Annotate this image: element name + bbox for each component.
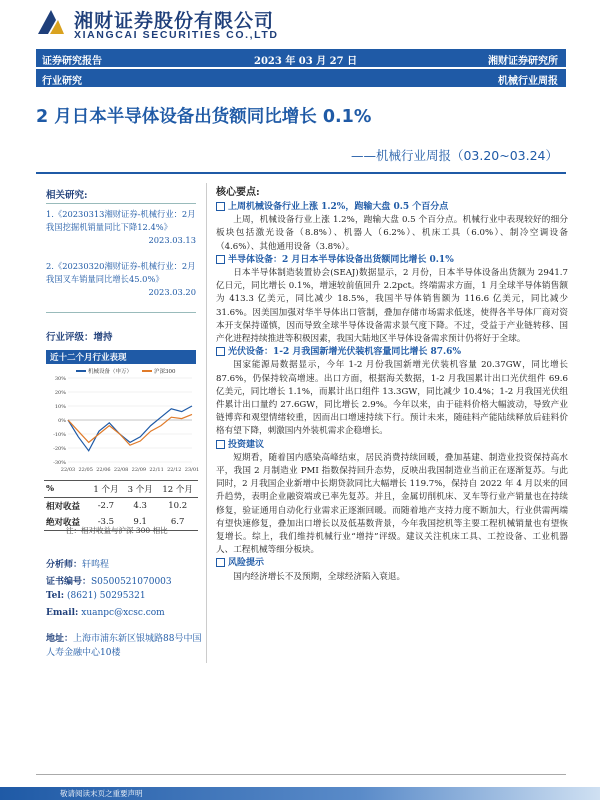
series-line-b xyxy=(68,414,192,445)
checkbox-icon xyxy=(216,558,225,567)
address: 地址：上海市浦东新区银城路88号中国人寿金融中心10楼 xyxy=(46,634,202,658)
related-item-2[interactable] xyxy=(46,260,196,299)
footer-divider xyxy=(36,774,566,775)
related-item-date: 2023.03.13 xyxy=(148,235,196,245)
x-tick-label: 22/08 xyxy=(113,467,129,473)
y-tick-label: -30% xyxy=(53,460,66,466)
section-body: 上周，机械设备行业上涨 1.2%，跑输大盘 0.5 个百分点。机械行业中表现较好的细分板块包括激光设备（8.8%）、机器人（6.2%）、机床工具（6.0%）、制冷空调设备（4.6%）、其他通用设备（3.8%）。 xyxy=(216,215,568,252)
x-tick-label: 22/05 xyxy=(78,467,93,473)
x-tick-label: 22/09 xyxy=(131,467,147,473)
section-heading: 上周机械设备行业上涨 1.2%，跑输大盘 0.5 个百分点 xyxy=(216,201,568,214)
industry-rating: 行业评级：增持 xyxy=(46,332,113,343)
y-tick-label: -20% xyxy=(53,446,66,452)
related-item-text: 2.《20230320湘财证券-机械行业：2月我国叉车销量同比增长45.0%》 xyxy=(46,261,196,284)
checkbox-icon xyxy=(216,347,225,356)
section-body: 短期看，随着国内感染高峰结束，居民消费持续回暖，叠加基建、制造业投资保持高水平，我国 2 月制造业 PMI 指数保持回升态势，反映出我国制造业当前正在逐渐复苏。与此同时，2 月我国企业新增中长期贷款同比大幅增长 119.7%，保持自 2022 年 4 月以来的回升趋势，表明企业融资端或已率先复苏。并且，金属切削机床、叉车等行业产销量也在持续修复，验证通用自动化行业需求正逐渐回暖。而随着地产支持力度不断加大，行业供需两端有望快速修复，叠加出口增长以及低基数背景，今年我国挖机等主要工程机械销量也有望恢复增长。综上，我们维持机械行业“增持”评级。建议关注机床工具、工控设备、工业机器人、工程机械等细分板块。 xyxy=(216,452,568,556)
telephone: Tel: (8621) 50295321 xyxy=(46,591,146,601)
report-date: 2023 年 03 月 27 日 xyxy=(254,56,358,67)
certificate: 证书编号：S0500521070003 xyxy=(46,577,172,587)
company-logo-icon xyxy=(34,6,68,40)
table-row: 相对收益 -2.7 4.3 10.2 xyxy=(46,501,188,512)
table-note: 注：相对收益与沪深 300 相比 xyxy=(66,526,168,535)
company-name-cn: 湘财证券股份有限公司 xyxy=(74,10,275,32)
checkbox-icon xyxy=(216,202,225,211)
company-name-en: XIANGCAI SECURITIES CO.,LTD xyxy=(74,29,279,41)
perf-header: 12 个月 xyxy=(157,481,198,498)
y-tick-label: 10% xyxy=(54,404,66,410)
x-tick-label: 22/06 xyxy=(96,467,111,473)
divider xyxy=(46,312,196,313)
key-points-heading: 核心要点: xyxy=(216,187,260,198)
footer-bar xyxy=(0,787,600,800)
column-divider xyxy=(206,183,207,663)
y-tick-label: 30% xyxy=(54,376,66,382)
page-subtitle: ——机械行业周报（03.20~03.24） xyxy=(350,148,558,163)
y-tick-label: 20% xyxy=(54,390,66,396)
series-line-a xyxy=(68,406,192,451)
header-bar-top xyxy=(36,49,566,67)
divider xyxy=(46,203,196,204)
y-tick-label: -10% xyxy=(53,432,66,438)
institute: 湘财证券研究所 xyxy=(488,56,558,67)
related-item-date: 2023.03.20 xyxy=(148,287,196,297)
section-heading: 投资建议 xyxy=(216,439,568,452)
checkbox-icon xyxy=(216,440,225,449)
x-tick-label: 22/12 xyxy=(167,467,182,473)
email[interactable]: Email: xuanpc@xcsc.com xyxy=(46,608,165,618)
section-body: 国家能源局数据显示，今年 1-2 月份我国新增光伏装机容量 20.37GW，同比增长 87.6%，仍保持较高增速。出口方面，根据海关数据，1-2 月我国累计出口光伏组件 69.6 亿美元，同比增长 1.1%，而累计出口组件 13.3GW，同比减少 10.4%；1-2 月我国光伏组件累计出口量约 27.6GW，同比增长 2.9%。今年以来，由于硅料价格大幅波动，导致产业链博弈和观望情绪较重，因而出口增速持续下行。预计未来，随硅料产能陆续释放后硅料价格有望下降，刺激国内外装机需求企稳增长。 xyxy=(216,360,568,437)
section-heading: 光伏设备：1-2 月我国新增光伏装机容量同比增长 87.6% xyxy=(216,346,568,359)
table-row: 绝对收益 -3.5 9.1 6.7 xyxy=(44,514,198,531)
related-heading: 相关研究: xyxy=(46,190,88,201)
analyst: 分析师：轩鸣程 xyxy=(46,560,110,570)
footer-disclaimer: 敬请阅读末页之重要声明 xyxy=(60,789,143,798)
main-content xyxy=(216,201,568,584)
related-item-1[interactable] xyxy=(46,208,196,247)
header-bar-bottom xyxy=(36,69,566,87)
series: 机械行业周报 xyxy=(498,76,558,87)
section-heading: 半导体设备：2 月日本半导体设备出货额同比增长 0.1% xyxy=(216,254,568,267)
section-body: 日本半导体制造装置协会(SEAJ)数据显示，2 月份，日本半导体设备出货额为 2941.7 亿日元，同比增长 0.1%，增速较前值回升 2.2pct。终端需求方面，1 月全球半导体销售额为 413.3 亿美元，同比减少 18.5%，我国半导体销售额为 116.6 亿美元，同比减少 31.6%。因美国加强对华半导体出口管制，叠加存储市场需求低迷，使得各半导体厂商对资本开支保持谨慎，因而导致全球半导体设备需求景气度下降。不过，受益于产业链转移、国产化进程持续推进等积极因素，我国大陆地区半导体设备需求预计仍将好于全球。 xyxy=(216,268,568,345)
x-tick-label: 22/11 xyxy=(149,467,164,473)
chart-title: 近十二个月行业表现 xyxy=(50,353,127,363)
section-body: 国内经济增长不及预期，全球经济陷入衰退。 xyxy=(233,571,406,582)
performance-chart xyxy=(46,364,200,476)
report-type: 证券研究报告 xyxy=(42,56,102,67)
legend-label-b: 沪深300 xyxy=(154,369,176,375)
chart-title-bar xyxy=(46,350,196,364)
perf-header: 3 个月 xyxy=(123,481,157,498)
perf-header: 1 个月 xyxy=(89,481,123,498)
legend-label-a: 机械设备（申万） xyxy=(88,369,133,375)
section-heading: 风险提示 xyxy=(216,557,568,570)
x-tick-label: 22/03 xyxy=(60,467,76,473)
checkbox-icon xyxy=(216,255,225,264)
divider xyxy=(36,172,566,174)
related-item-text: 1.《20230313湘财证券-机械行业：2月我国挖掘机销量同比下降12.4%》 xyxy=(46,209,196,232)
perf-header: % xyxy=(44,481,89,498)
x-tick-label: 23/01 xyxy=(184,467,200,473)
page-title: 2 月日本半导体设备出货额同比增长 0.1% xyxy=(36,107,372,127)
category: 行业研究 xyxy=(42,76,82,87)
performance-table xyxy=(44,480,198,531)
y-tick-label: 0% xyxy=(58,418,66,424)
